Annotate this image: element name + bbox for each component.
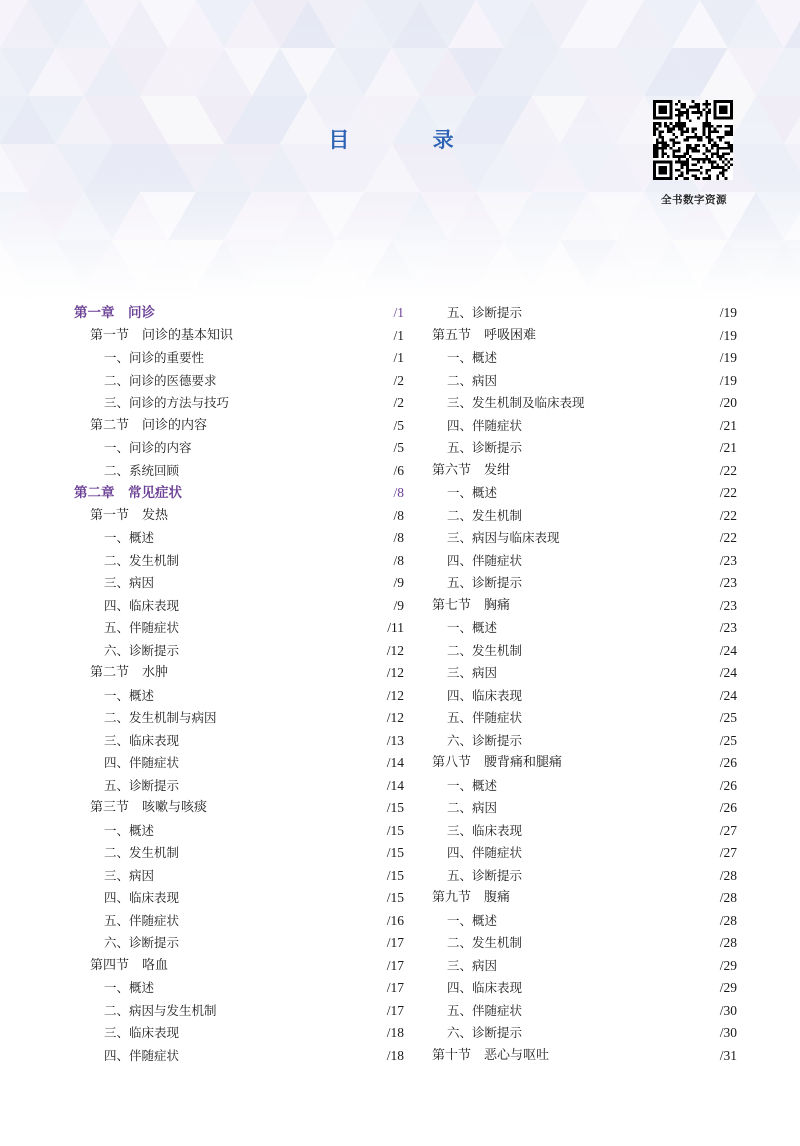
toc-entry-page: /23 (719, 552, 737, 568)
toc-entry-title: 四、伴随症状 (447, 552, 523, 568)
toc-item-entry[interactable] (74, 1045, 404, 1068)
toc-entry-title: 第五节 呼吸困难 (432, 327, 537, 343)
toc-entry-title: 四、临床表现 (447, 980, 523, 995)
toc-entry-page: /15 (386, 890, 404, 905)
toc-section-entry[interactable] (432, 595, 737, 618)
toc-item-entry[interactable] (432, 820, 737, 843)
toc-left-column (74, 302, 404, 1067)
toc-entry-title: 第十节 恶心与呕吐 (432, 1047, 550, 1063)
toc-entry-page: /2 (393, 372, 404, 388)
toc-item-entry[interactable] (74, 595, 404, 618)
toc-item-entry[interactable] (432, 932, 737, 955)
toc-entry-page: /1 (393, 305, 404, 320)
toc-entry-title: 一、概述 (447, 777, 498, 793)
toc-entry-title: 第八节 腰背痛和腿痛 (432, 755, 563, 770)
toc-chapter-entry[interactable] (74, 482, 404, 505)
toc-item-entry[interactable] (432, 955, 737, 978)
toc-section-entry[interactable] (74, 415, 404, 438)
toc-item-entry[interactable] (432, 617, 737, 640)
toc-entry-page: /12 (386, 642, 404, 658)
toc-entry-page: /22 (719, 507, 737, 523)
toc-entry-title: 四、临床表现 (104, 890, 180, 905)
toc-entry-page: /17 (386, 935, 404, 950)
toc-item-entry[interactable] (432, 685, 737, 708)
toc-entry-page: /19 (719, 350, 737, 365)
toc-entry-page: /18 (386, 1047, 404, 1063)
toc-entry-title: 五、伴随症状 (447, 710, 523, 725)
toc-entry-page: /25 (719, 710, 737, 725)
toc-entry-page: /26 (719, 777, 737, 793)
toc-item-entry[interactable] (432, 437, 737, 460)
toc-entry-title: 五、诊断提示 (447, 575, 523, 590)
toc-entry-page: /1 (393, 327, 404, 343)
toc-section-entry[interactable] (74, 797, 404, 820)
toc-entry-page: /26 (719, 800, 737, 815)
toc-section-entry[interactable] (432, 1045, 737, 1068)
toc-entry-page: /29 (719, 980, 737, 995)
toc-item-entry[interactable] (432, 977, 737, 1000)
toc-entry-title: 二、系统回顾 (104, 462, 180, 478)
toc-item-entry[interactable] (74, 977, 404, 1000)
toc-item-entry[interactable] (432, 910, 737, 933)
toc-entry-page: /11 (387, 620, 404, 635)
toc-entry-page: /6 (393, 462, 404, 478)
toc-item-entry[interactable] (74, 730, 404, 753)
toc-entry-title: 四、临床表现 (104, 597, 180, 613)
toc-entry-title: 五、伴随症状 (104, 912, 180, 928)
toc-item-entry[interactable] (74, 842, 404, 865)
toc-entry-page: /15 (386, 867, 404, 883)
toc-entry-title: 四、伴随症状 (447, 845, 523, 860)
toc-item-entry[interactable] (74, 527, 404, 550)
toc-entry-page: /22 (719, 485, 737, 500)
toc-entry-page: /26 (719, 755, 737, 770)
toc-entry-title: 四、伴随症状 (447, 417, 523, 433)
toc-entry-page: /15 (386, 800, 404, 815)
toc-entry-page: /28 (719, 912, 737, 928)
toc-entry-title: 二、病因 (447, 372, 498, 388)
toc-entry-title: 六、诊断提示 (447, 732, 523, 748)
toc-item-entry[interactable] (432, 640, 737, 663)
toc-entry-page: /12 (386, 710, 404, 725)
toc-section-entry[interactable] (432, 460, 737, 483)
toc-entry-title: 一、概述 (447, 350, 498, 365)
toc-item-entry[interactable] (74, 640, 404, 663)
toc-entry-title: 六、诊断提示 (447, 1025, 523, 1040)
toc-item-entry[interactable] (432, 392, 737, 415)
toc-entry-page: /20 (719, 395, 737, 410)
toc-entry-title: 第三节 咳嗽与咳痰 (90, 800, 208, 815)
toc-entry-page: /23 (719, 575, 737, 590)
toc-entry-title: 五、诊断提示 (104, 777, 180, 793)
toc-item-entry[interactable] (74, 572, 404, 595)
toc-entry-page: /25 (719, 732, 737, 748)
toc-entry-title: 三、临床表现 (104, 1025, 180, 1040)
toc-entry-title: 一、问诊的重要性 (104, 350, 205, 365)
toc-entry-title: 二、病因与发生机制 (104, 1002, 217, 1018)
toc-item-entry[interactable] (432, 415, 737, 438)
toc-entry-title: 一、概述 (104, 530, 155, 545)
toc-item-entry[interactable] (432, 572, 737, 595)
toc-entry-title: 一、概述 (447, 912, 498, 928)
toc-entry-title: 第二节 水肿 (90, 665, 169, 680)
toc-entry-page: /9 (393, 575, 404, 590)
toc-entry-page: /17 (386, 957, 404, 973)
toc-entry-title: 四、伴随症状 (104, 755, 180, 770)
toc-item-entry[interactable] (432, 505, 737, 528)
toc-entry-page: /5 (393, 440, 404, 455)
toc-entry-page: /21 (719, 440, 737, 455)
toc-entry-page: /29 (719, 957, 737, 973)
toc-item-entry[interactable] (432, 797, 737, 820)
toc-section-entry[interactable] (432, 752, 737, 775)
toc-item-entry[interactable] (74, 752, 404, 775)
toc-entry-page: /2 (393, 395, 404, 410)
toc-entry-page: /24 (719, 642, 737, 658)
toc-section-entry[interactable] (432, 325, 737, 348)
toc-entry-page: /13 (386, 732, 404, 748)
toc-entry-page: /19 (719, 305, 737, 320)
toc-entry-title: 二、发生机制 (447, 935, 523, 950)
toc-entry-page: /1 (393, 350, 404, 365)
toc-entry-page: /8 (393, 485, 404, 500)
toc-entry-title: 五、诊断提示 (447, 440, 523, 455)
toc-entry-title: 四、伴随症状 (104, 1047, 180, 1063)
toc-entry-title: 二、发生机制 (447, 507, 523, 523)
toc-section-entry[interactable] (74, 505, 404, 528)
toc-entry-title: 一、问诊的内容 (104, 440, 192, 455)
toc-entry-page: /17 (386, 1002, 404, 1018)
toc-entry-page: /30 (719, 1002, 737, 1018)
toc-entry-title: 二、病因 (447, 800, 498, 815)
toc-entry-title: 二、问诊的医德要求 (104, 372, 217, 388)
toc-chapter-entry[interactable] (74, 302, 404, 325)
toc-entry-title: 三、病因 (104, 575, 155, 590)
toc-item-entry[interactable] (432, 662, 737, 685)
toc-entry-title: 三、病因 (447, 957, 498, 973)
toc-entry-page: /23 (719, 597, 737, 613)
qr-code-block (653, 100, 735, 207)
toc-item-entry[interactable] (74, 370, 404, 393)
toc-item-entry[interactable] (74, 685, 404, 708)
toc-entry-title: 第一章 问诊 (74, 305, 155, 321)
toc-entry-page: /12 (386, 665, 404, 680)
qr-code-icon[interactable] (653, 100, 733, 180)
toc-item-entry[interactable] (74, 617, 404, 640)
toc-entry-page: /9 (393, 597, 404, 613)
toc-entry-title: 二、发生机制 (104, 552, 180, 568)
toc-item-entry[interactable] (432, 707, 737, 730)
toc-item-entry[interactable] (74, 437, 404, 460)
toc-item-entry[interactable] (432, 842, 737, 865)
toc-entry-page: /22 (719, 462, 737, 478)
toc-item-entry[interactable] (74, 392, 404, 415)
toc-entry-page: /21 (719, 417, 737, 433)
toc-entry-page: /15 (386, 822, 404, 838)
toc-entry-page: /27 (719, 822, 737, 838)
toc-item-entry[interactable] (432, 865, 737, 888)
toc-entry-title: 六、诊断提示 (104, 935, 180, 950)
toc-entry-title: 五、诊断提示 (447, 867, 523, 883)
toc-item-entry[interactable] (74, 775, 404, 798)
toc-entry-title: 五、伴随症状 (104, 620, 180, 635)
toc-entry-page: /14 (386, 777, 404, 793)
toc-item-entry[interactable] (432, 302, 737, 325)
toc-entry-page: /12 (386, 687, 404, 703)
toc-item-entry[interactable] (432, 482, 737, 505)
toc-entry-title: 二、发生机制 (447, 642, 523, 658)
toc-section-entry[interactable] (432, 887, 737, 910)
toc-item-entry[interactable] (432, 1022, 737, 1045)
toc-entry-page: /14 (386, 755, 404, 770)
toc-entry-title: 第七节 胸痛 (432, 597, 511, 613)
toc-entry-page: /19 (719, 327, 737, 343)
toc-entry-title: 一、概述 (447, 485, 498, 500)
toc-entry-page: /8 (393, 507, 404, 523)
toc-entry-title: 第一节 问诊的基本知识 (90, 327, 234, 343)
toc-section-entry[interactable] (74, 662, 404, 685)
toc-entry-title: 二、发生机制与病因 (104, 710, 217, 725)
toc-item-entry[interactable] (74, 347, 404, 370)
toc-item-entry[interactable] (432, 550, 737, 573)
toc-item-entry[interactable] (74, 1022, 404, 1045)
toc-entry-page: /17 (386, 980, 404, 995)
toc-entry-page: /18 (386, 1025, 404, 1040)
toc-item-entry[interactable] (74, 820, 404, 843)
toc-entry-title: 第二章 常见症状 (74, 485, 182, 501)
toc-entry-title: 第九节 腹痛 (432, 890, 511, 905)
toc-entry-title: 三、病因与临床表现 (447, 530, 560, 545)
toc-entry-title: 三、发生机制及临床表现 (447, 395, 585, 410)
toc-entry-page: /31 (719, 1047, 737, 1063)
toc-entry-page: /16 (386, 912, 404, 928)
toc-entry-page: /28 (719, 890, 737, 905)
toc-item-entry[interactable] (74, 1000, 404, 1023)
toc-entry-title: 四、临床表现 (447, 687, 523, 703)
toc-entry-page: /22 (719, 530, 737, 545)
toc-entry-page: /8 (393, 530, 404, 545)
toc-entry-page: /24 (719, 687, 737, 703)
toc-item-entry[interactable] (432, 1000, 737, 1023)
toc-entry-title: 一、概述 (447, 620, 498, 635)
toc-item-entry[interactable] (74, 865, 404, 888)
toc-entry-page: /30 (719, 1025, 737, 1040)
toc-entry-title: 一、概述 (104, 980, 155, 995)
toc-item-entry[interactable] (74, 707, 404, 730)
toc-entry-page: /5 (393, 417, 404, 433)
toc-section-entry[interactable] (74, 325, 404, 348)
toc-entry-title: 一、概述 (104, 687, 155, 703)
toc-entry-title: 一、概述 (104, 822, 155, 838)
toc-entry-title: 六、诊断提示 (104, 642, 180, 658)
toc-entry-title: 三、临床表现 (104, 732, 180, 748)
toc-item-entry[interactable] (74, 887, 404, 910)
toc-entry-page: /8 (393, 552, 404, 568)
toc-entry-title: 三、病因 (104, 867, 155, 883)
toc-item-entry[interactable] (74, 460, 404, 483)
toc-entry-title: 三、病因 (447, 665, 498, 680)
toc-entry-title: 第四节 咯血 (90, 957, 169, 973)
toc-right-column (432, 302, 737, 1067)
toc-item-entry[interactable] (432, 370, 737, 393)
toc-entry-title: 五、伴随症状 (447, 1002, 523, 1018)
toc-entry-title: 第六节 发绀 (432, 462, 511, 478)
toc-entry-page: /27 (719, 845, 737, 860)
toc-item-entry[interactable] (432, 527, 737, 550)
toc-entry-page: /24 (719, 665, 737, 680)
qr-caption: 全书数字资源 (661, 194, 727, 206)
toc-entry-page: /28 (719, 867, 737, 883)
toc-item-entry[interactable] (74, 910, 404, 933)
toc-item-entry[interactable] (432, 730, 737, 753)
toc-entry-title: 第一节 发热 (90, 507, 169, 523)
toc-entry-page: /19 (719, 372, 737, 388)
toc-item-entry[interactable] (74, 932, 404, 955)
toc-entry-page: /28 (719, 935, 737, 950)
toc-item-entry[interactable] (432, 775, 737, 798)
toc-entry-title: 三、问诊的方法与技巧 (104, 395, 230, 410)
toc-entry-title: 五、诊断提示 (447, 305, 523, 320)
toc-item-entry[interactable] (74, 550, 404, 573)
page-title: 目 录 (328, 128, 492, 152)
toc-entry-page: /15 (386, 845, 404, 860)
toc-section-entry[interactable] (74, 955, 404, 978)
toc-entry-title: 三、临床表现 (447, 822, 523, 838)
toc-entry-title: 二、发生机制 (104, 845, 180, 860)
toc-entry-page: /23 (719, 620, 737, 635)
toc-item-entry[interactable] (432, 347, 737, 370)
toc-entry-title: 第二节 问诊的内容 (90, 417, 208, 433)
